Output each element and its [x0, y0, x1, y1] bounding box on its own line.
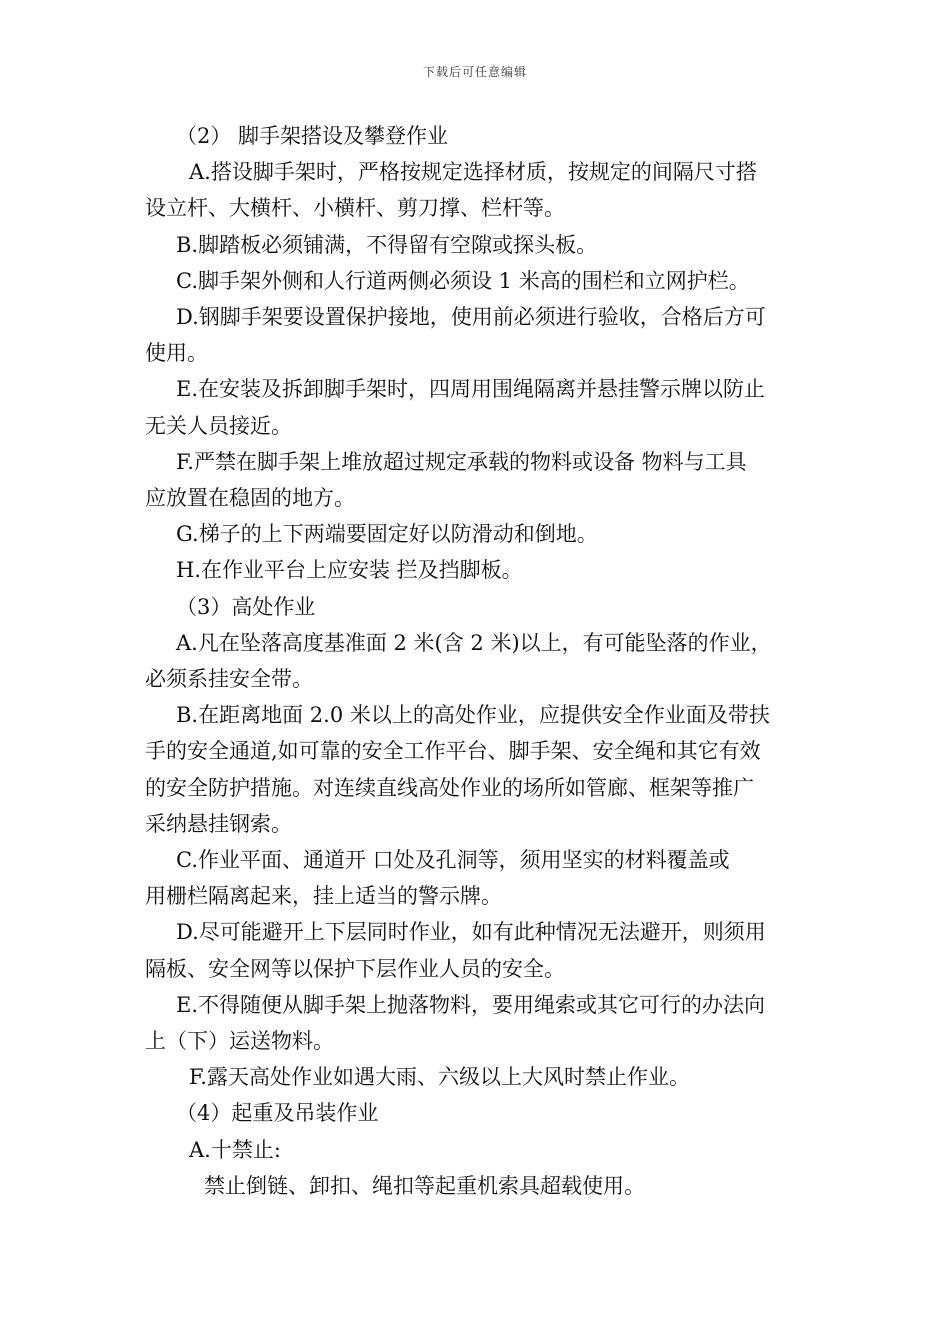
- paragraph-d1: [145, 299, 810, 371]
- paragraph-line: A.搭设脚手架时，严格按规定选择材质，按规定的间隔尺寸搭: [189, 160, 757, 185]
- paragraph-line: （2） 脚手架搭设及攀登作业: [176, 124, 449, 148]
- paragraph-b1: [145, 227, 810, 263]
- paragraph-b2: [145, 697, 810, 842]
- paragraph-line: 采纳悬挂钢索。: [145, 811, 292, 836]
- document-body: [145, 118, 810, 1204]
- paragraph-d2: [145, 914, 810, 986]
- paragraph-s4: [145, 1095, 810, 1131]
- paragraph-line: 必须系挂安全带。: [145, 667, 313, 692]
- paragraph-line: 的安全防护措施。对连续直线高处作业的场所如管廊、框架等推广: [145, 775, 754, 800]
- paragraph-line: F.严禁在脚手架上堆放超过规定承载的物料或设备 物料与工具: [176, 449, 747, 474]
- paragraph-line: D.尽可能避开上下层同时作业，如有此种情况无法避开，则须用: [176, 920, 766, 945]
- paragraph-line: 上（下）运送物料。: [145, 1029, 334, 1054]
- paragraph-e2: [145, 987, 810, 1059]
- paragraph-s3: [145, 589, 810, 625]
- paragraph-e1: [145, 371, 810, 443]
- paragraph-f1: [145, 444, 810, 516]
- paragraph-a1: [145, 154, 810, 226]
- paragraph-line: 设立杆、大横杆、小横杆、剪刀撑、栏杆等。: [145, 196, 565, 221]
- paragraph-line: E.不得随便从脚手架上抛落物料，要用绳索或其它可行的办法向: [176, 992, 766, 1017]
- paragraph-line: B.脚踏板必须铺满，不得留有空隙或探头板。: [176, 232, 598, 257]
- paragraph-line: 应放置在稳固的地方。: [145, 486, 355, 511]
- paragraph-line: B.在距离地面 2.0 米以上的高处作业，应提供安全作业面及带扶: [176, 703, 770, 728]
- paragraph-line: （3）高处作业: [176, 594, 316, 619]
- paragraph-x1: [145, 1168, 810, 1204]
- paragraph-a2: [145, 625, 810, 697]
- paragraph-c2: [145, 842, 810, 914]
- paragraph-line: F.露天高处作业如遇大雨、六级以上大风时禁止作业。: [189, 1065, 690, 1090]
- paragraph-line: 用栅栏隔离起来，挂上适当的警示牌。: [145, 884, 502, 909]
- page-header: 下载后可任意编辑: [422, 65, 527, 79]
- paragraph-a3: [145, 1132, 810, 1168]
- paragraph-f2: [145, 1059, 810, 1095]
- paragraph-h1: [145, 552, 810, 588]
- paragraph-line: 手的安全通道,如可靠的安全工作平台、脚手架、安全绳和其它有效: [145, 739, 761, 764]
- paragraph-line: C.作业平面、通道开 口处及孔洞等，须用坚实的材料覆盖或: [176, 848, 730, 873]
- paragraph-line: 使用。: [145, 341, 208, 366]
- paragraph-line: A.凡在坠落高度基准面 2 米(含 2 米)以上，有可能坠落的作业，: [176, 630, 772, 655]
- paragraph-line: D.钢脚手架要设置保护接地，使用前必须进行验收，合格后方可: [176, 305, 766, 330]
- paragraph-c1: [145, 263, 810, 299]
- paragraph-line: 禁止倒链、卸扣、绳扣等起重机索具超载使用。: [204, 1173, 645, 1198]
- paragraph-line: G.梯子的上下两端要固定好以防滑动和倒地。: [176, 522, 598, 547]
- paragraph-line: H.在作业平台上应安装 拦及挡脚板。: [176, 558, 523, 583]
- paragraph-line: （4）起重及吊装作业: [176, 1101, 379, 1126]
- paragraph-s2: [145, 118, 810, 154]
- paragraph-line: 无关人员接近。: [145, 413, 292, 438]
- paragraph-line: 隔板、安全网等以保护下层作业人员的安全。: [145, 956, 565, 981]
- paragraph-line: C.脚手架外侧和人行道两侧必须设 1 米高的围栏和立网护栏。: [176, 268, 750, 293]
- paragraph-g1: [145, 516, 810, 552]
- paragraph-line: E.在安装及拆卸脚手架时，四周用围绳隔离并悬挂警示牌以防止: [176, 377, 766, 402]
- paragraph-line: A.十禁止:: [189, 1137, 281, 1162]
